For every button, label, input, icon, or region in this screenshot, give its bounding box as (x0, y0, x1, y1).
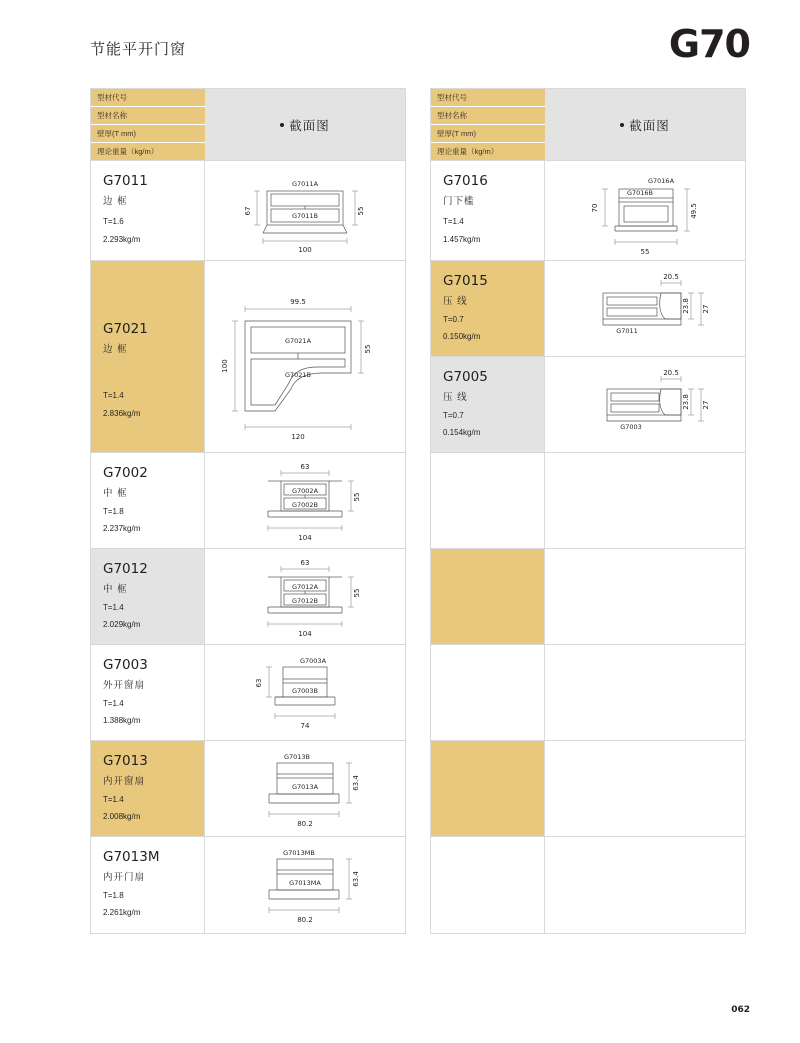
table-row (431, 549, 745, 645)
bullet-icon (620, 123, 624, 127)
profile-code: G7005 (443, 369, 488, 385)
fig-label: G7003A (299, 657, 327, 665)
table-row (91, 453, 405, 549)
row-info (91, 837, 205, 933)
profile-name: 内开门扇 (103, 871, 146, 883)
table-row (91, 837, 405, 933)
profile-thickness: T=1.4 (103, 699, 124, 708)
page-number: 062 (731, 1005, 750, 1015)
fig-dim: 104 (298, 630, 312, 638)
right-column (430, 88, 746, 934)
table-row (91, 161, 405, 261)
profile-thickness: T=1.4 (103, 603, 124, 612)
profile-weight: 2.008kg/m (103, 812, 141, 821)
profile-name: 边 框 (103, 195, 128, 207)
row-info (91, 741, 205, 836)
profile-code: G7002 (103, 465, 148, 481)
table-row (431, 261, 745, 357)
fig-dim: 63.4 (352, 871, 360, 887)
row-info (431, 741, 545, 836)
profile-name: 压 线 (443, 295, 468, 307)
fig-dim: 67 (244, 206, 252, 216)
fig-label: G7002A (291, 487, 319, 495)
legend-section-left (205, 89, 405, 160)
row-figure (545, 741, 745, 836)
fig-dim: 23.8 (682, 394, 690, 410)
row-figure (205, 645, 405, 740)
row-figure (205, 161, 405, 260)
cross-section-drawing (205, 161, 405, 260)
profile-code: G7021 (103, 321, 148, 337)
legend-label-name: 型材名称 (91, 107, 205, 125)
profile-code: G7013M (103, 849, 160, 865)
legend-label-weight: 理论重量（kg/m） (97, 147, 159, 156)
row-info (91, 645, 205, 740)
profile-code: G7003 (103, 657, 148, 673)
cross-section-drawing (545, 261, 745, 356)
fig-label: G7016B (626, 189, 654, 197)
profile-table-right (430, 160, 746, 934)
cross-section-drawing (545, 357, 745, 452)
row-info (431, 161, 545, 260)
profile-code: G7015 (443, 273, 488, 289)
row-figure (545, 261, 745, 356)
table-row (431, 837, 745, 933)
fig-dim: 120 (291, 433, 305, 441)
table-row (431, 453, 745, 549)
cross-section-drawing (545, 161, 745, 260)
profile-table-left (90, 160, 406, 934)
fig-dim: 55 (364, 344, 372, 354)
fig-label: G7021A (284, 337, 312, 345)
fig-label: G7003B (291, 687, 319, 695)
profile-weight: 2.029kg/m (103, 620, 141, 629)
legend-right (430, 88, 746, 160)
profile-weight: 2.293kg/m (103, 235, 141, 244)
fig-label: G7016A (647, 177, 675, 185)
fig-dim: 74 (300, 722, 310, 730)
fig-dim: 63 (255, 678, 263, 688)
fig-label: G7013A (291, 783, 319, 791)
row-info (431, 357, 545, 452)
row-info (91, 453, 205, 548)
fig-dim: 99.5 (290, 298, 306, 306)
fig-label: G7013B (283, 753, 311, 761)
row-figure (545, 837, 745, 933)
row-info (91, 161, 205, 260)
table-row (431, 645, 745, 741)
bullet-icon (280, 123, 284, 127)
table-row (91, 741, 405, 837)
profile-code: G7013 (103, 753, 148, 769)
profile-thickness: T=1.4 (103, 795, 124, 804)
fig-label: G7012B (291, 597, 319, 605)
fig-label: G7011A (291, 180, 319, 188)
fig-dim: 63.4 (352, 775, 360, 791)
profile-name: 边 框 (103, 343, 128, 355)
profile-weight: 1.457kg/m (443, 235, 481, 244)
fig-dim: 100 (221, 359, 229, 373)
fig-dim: 49.5 (690, 203, 698, 219)
row-info (431, 837, 545, 933)
row-figure (205, 453, 405, 548)
table-row (431, 161, 745, 261)
profile-thickness: T=1.6 (103, 217, 124, 226)
page-header (90, 22, 750, 76)
fig-dim: 104 (298, 534, 312, 542)
row-info (91, 261, 205, 452)
profile-weight: 2.261kg/m (103, 908, 141, 917)
profile-weight: 0.150kg/m (443, 332, 481, 341)
cross-section-drawing (205, 453, 405, 548)
legend-label-thickness: 壁厚(T mm) (431, 125, 545, 143)
fig-dim: 20.5 (663, 273, 679, 281)
fig-dim: 20.5 (663, 369, 679, 377)
row-figure (545, 161, 745, 260)
profile-code: G7011 (103, 173, 148, 189)
fig-dim: 63 (300, 559, 310, 567)
fig-dim: 55 (357, 206, 365, 216)
legend-labels-left (91, 89, 205, 160)
legend-label-weight: 理论重量（kg/m） (437, 147, 499, 156)
legend-label-name: 型材名称 (431, 107, 545, 125)
legend-section-right (545, 89, 745, 160)
fig-label: G7021B (284, 371, 312, 379)
profile-name: 内开窗扇 (103, 775, 146, 787)
legend-section-label: 截面图 (289, 118, 330, 133)
row-figure (205, 741, 405, 836)
cross-section-drawing (205, 837, 405, 933)
row-info (431, 549, 545, 644)
profile-thickness: T=1.4 (443, 217, 464, 226)
profile-thickness: T=0.7 (443, 411, 464, 420)
fig-label: G7012A (291, 583, 319, 591)
profile-code: G7016 (443, 173, 488, 189)
profile-weight: 1.388kg/m (103, 716, 141, 725)
fig-dim: 27 (702, 400, 710, 410)
profile-thickness: T=1.8 (103, 891, 124, 900)
table-row (91, 261, 405, 453)
cross-section-drawing (205, 549, 405, 644)
fig-label: G7013MA (289, 879, 321, 887)
left-column (90, 88, 406, 934)
row-figure (205, 549, 405, 644)
profile-name: 外开窗扇 (103, 679, 146, 691)
cross-section-drawing (205, 645, 405, 740)
fig-label: G7003 (620, 423, 642, 431)
table-row (91, 645, 405, 741)
fig-dim: 80.2 (297, 820, 313, 828)
fig-dim: 63 (300, 463, 310, 471)
legend-left (90, 88, 406, 160)
fig-label: G7013MB (283, 849, 315, 857)
row-info (431, 645, 545, 740)
fig-label: G7011 (616, 327, 638, 335)
row-figure (205, 837, 405, 933)
table-row (431, 357, 745, 453)
profile-thickness: T=0.7 (443, 315, 464, 324)
profile-thickness: T=1.8 (103, 507, 124, 516)
table-row (91, 549, 405, 645)
legend-section-label: 截面图 (629, 118, 670, 133)
legend-label-code: 型材代号 (431, 89, 545, 107)
row-figure (205, 261, 405, 452)
fig-label: G7011B (291, 212, 319, 220)
row-info (431, 261, 545, 356)
row-figure (545, 645, 745, 740)
fig-label: G7002B (291, 501, 319, 509)
fig-dim: 55 (353, 588, 361, 598)
fig-dim: 100 (298, 246, 312, 254)
fig-dim: 80.2 (297, 916, 313, 924)
profile-weight: 2.237kg/m (103, 524, 141, 533)
page-title: 节能平开门窗 (90, 41, 187, 58)
table-row (431, 741, 745, 837)
fig-dim: 55 (640, 248, 650, 256)
row-figure (545, 453, 745, 548)
fig-dim: 55 (353, 492, 361, 502)
cross-section-drawing (205, 261, 405, 452)
row-figure (545, 357, 745, 452)
series-code: G70 (668, 22, 750, 66)
profile-name: 门下槛 (443, 195, 475, 207)
legend-label-code: 型材代号 (91, 89, 205, 107)
profile-name: 中 框 (103, 583, 128, 595)
legend-label-thickness: 壁厚(T mm) (91, 125, 205, 143)
fig-dim: 70 (591, 203, 599, 213)
fig-dim: 27 (702, 304, 710, 314)
cross-section-drawing (205, 741, 405, 836)
profile-name: 压 线 (443, 391, 468, 403)
legend-labels-right (431, 89, 545, 160)
profile-code: G7012 (103, 561, 148, 577)
row-info (91, 549, 205, 644)
profile-weight: 2.836kg/m (103, 409, 141, 418)
profile-weight: 0.154kg/m (443, 428, 481, 437)
row-info (431, 453, 545, 548)
row-figure (545, 549, 745, 644)
profile-name: 中 框 (103, 487, 128, 499)
fig-dim: 23.8 (682, 298, 690, 314)
profile-thickness: T=1.4 (103, 391, 124, 400)
